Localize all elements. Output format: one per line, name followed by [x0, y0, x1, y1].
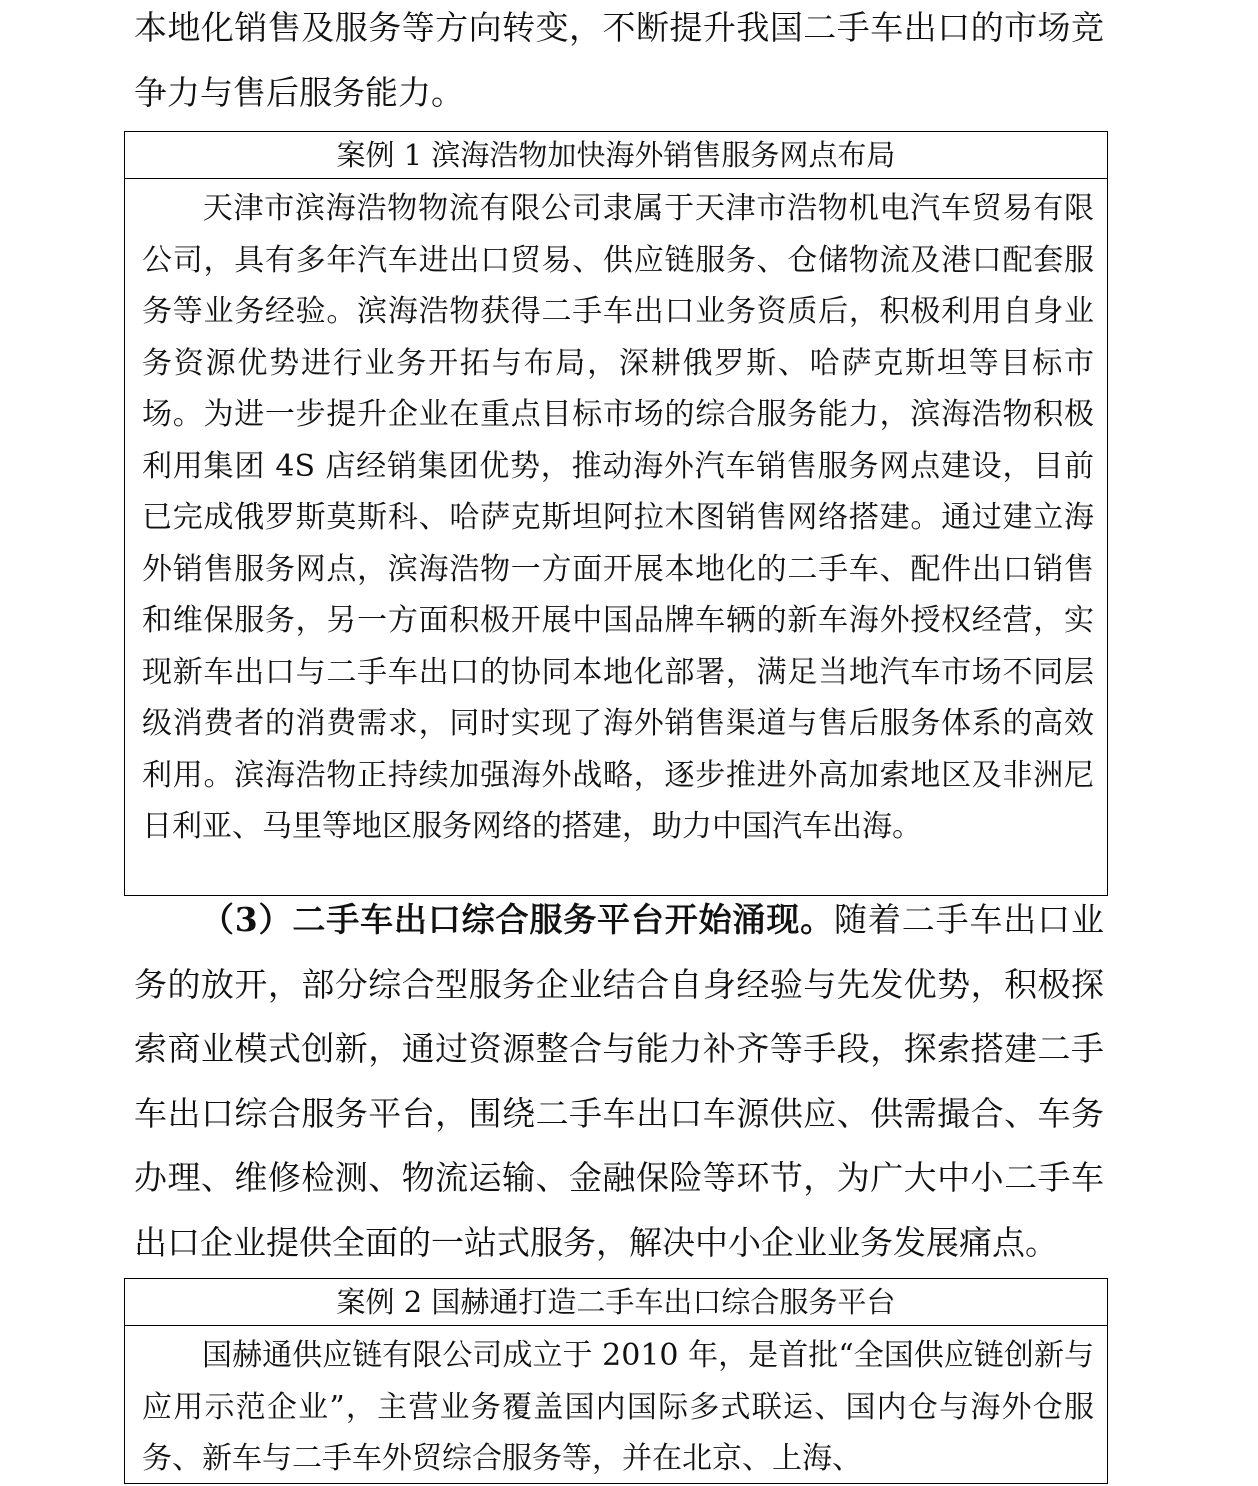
case-box-1 [124, 131, 1108, 896]
section-paragraph [134, 888, 1104, 1275]
case-body [125, 1326, 1107, 1480]
case-title: 案例 1 滨海浩物加快海外销售服务网点布局 [125, 132, 1107, 179]
paragraph-text: 随着二手车出口业务的放开，部分综合型服务企业结合自身经验与先发优势，积极探索商业模式创新，通过资源整合与能力补齐等手段，探索搭建二手车出口综合服务平台，围绕二手车出口车源供应、供需撮合、车务办理、维修检测、物流运输、金融保险等环节，为广大中小二手车出口企业提供全面的一站式服务，解决中小企业业务发展痛点。 [134, 900, 1105, 1262]
case-box-2 [124, 1278, 1108, 1484]
case-title: 案例 2 国赫通打造二手车出口综合服务平台 [125, 1279, 1107, 1326]
case-body-text: 天津市滨海浩物物流有限公司隶属于天津市浩物机电汽车贸易有限公司，具有多年汽车进出口贸易、供应链服务、仓储物流及港口配套服务等业务经验。滨海浩物获得二手车出口业务资质后，积极利用自身业务资源优势进行业务开拓与布局，深耕俄罗斯、哈萨克斯坦等目标市场。为进一步提升企业在重点目标市场的综合服务能力，滨海浩物积极利用集团 4S 店经销集团优势，推动海外汽车销售服务网点建设，目前已完成俄罗斯莫斯科、哈萨克斯坦阿拉木图销售网络搭建。通过建立海外销售服务网点，滨海浩物一方面开展本地化的二手车、配件出口销售和维保服务，另一方面积极开展中国品牌车辆的新车海外授权经营，实现新车出口与二手车出口的协同本地化部署，满足当地汽车市场不同层级消费者的消费需求，同时实现了海外销售渠道与售后服务体系的高效利用。滨海浩物正持续加强海外战略，逐步推进外高加索地区及非洲尼日利亚、马里等地区服务网络的搭建，助力中国汽车出海。 [142, 191, 1094, 844]
paragraph-lead-heading: （3）二手车出口综合服务平台开始涌现。 [200, 900, 835, 939]
case-body-text: 国赫通供应链有限公司成立于 2010 年，是首批“全国供应链创新与应用示范企业”，主营业务覆盖国内国际多式联运、国内仓与海外仓服务、新车与二手车外贸综合服务等，并在北京、上海、 [142, 1338, 1094, 1476]
paragraph-text: 本地化销售及服务等方向转变，不断提升我国二手车出口的市场竞争力与售后服务能力。 [134, 8, 1104, 112]
paragraph-continuation [134, 0, 1104, 125]
case-body [125, 179, 1107, 889]
